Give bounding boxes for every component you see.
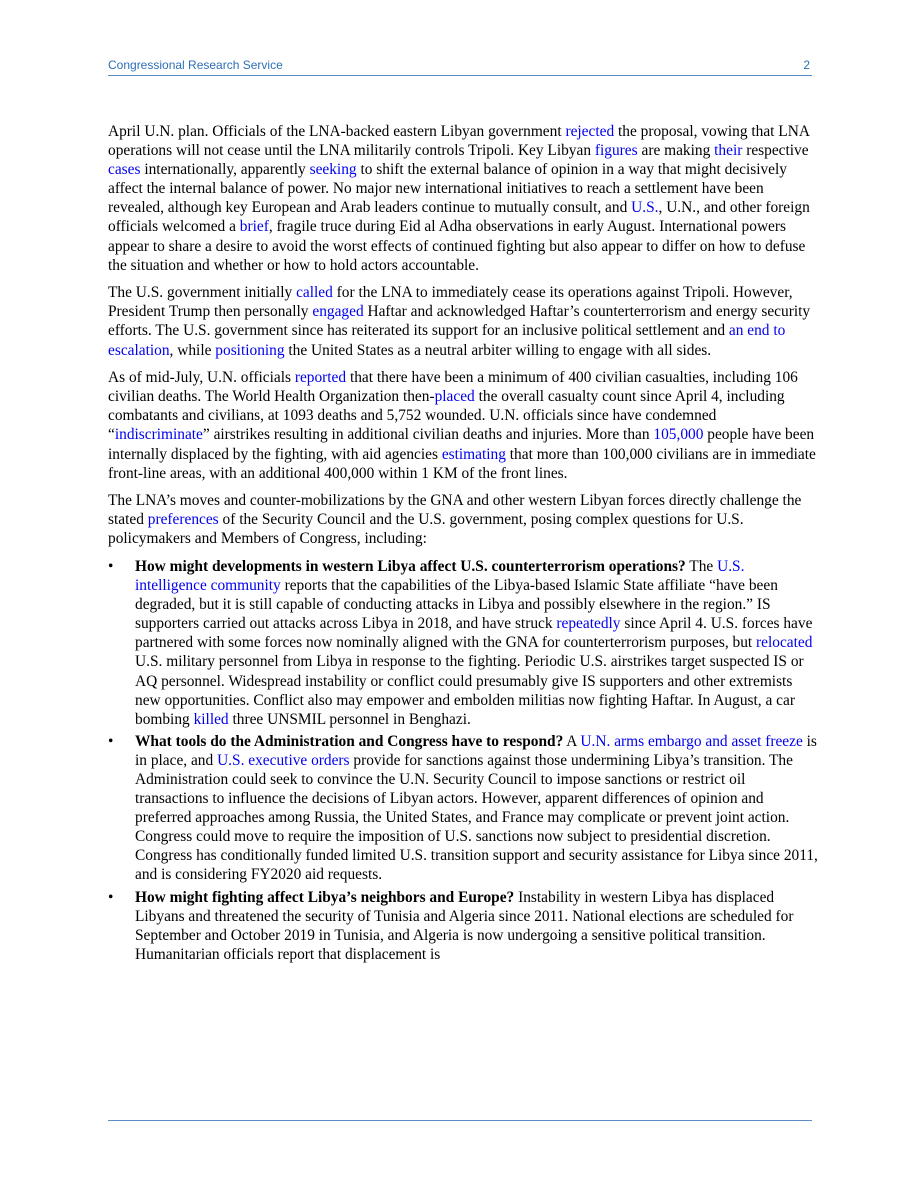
text-run: for the LNA to immediately cease its operations against Tripoli. However, President Trump then personally <box>108 284 793 321</box>
hyperlink[interactable]: 105,000 <box>653 426 704 444</box>
page-number: 2 <box>803 58 810 72</box>
text-run: A <box>563 732 581 750</box>
paragraph <box>108 122 820 275</box>
text-run: internationally, apparently <box>140 161 310 179</box>
text-run: The U.S. government initially <box>108 284 297 302</box>
list-item <box>108 888 820 964</box>
hyperlink[interactable]: seeking <box>309 161 357 179</box>
hyperlink[interactable]: indiscriminate <box>114 426 203 444</box>
text-run: that more than 100,000 civilians are in immediate front-line areas, with an additional 400,000 within 1 KM of the front lines. <box>108 445 816 482</box>
text-run: is in place, and <box>135 732 817 769</box>
text-run: U.S. military personnel from Libya in response to the fighting. Periodic U.S. airstrikes target suspected IS or AQ personnel. Widespread instability or conflict could presumably give IS supporters and other extremists new opportunities. Conflict also may empower and embolden militias now fighting Haftar. In August, a car bombing <box>135 653 804 728</box>
text-run: provide for sanctions against those undermining Libya’s transition. The Administration could seek to convince the U.N. Security Council to impose sanctions or restrict oil transactions to influence the decisions of Libyan actors. However, apparent differences of opinion and preferred approaches among Russia, the United States, and France may complicate or prevent joint action. Congress could move to require the imposition of U.S. sanctions now subject to presidential discretion. Congress has conditionally funded limited U.S. transition support and security assistance for Libya since 2011, and is considering FY2020 aid requests. <box>135 751 818 884</box>
hyperlink[interactable]: killed <box>193 710 229 728</box>
paragraph <box>108 491 820 548</box>
hyperlink[interactable]: estimating <box>441 445 506 463</box>
text-run: Instability in western Libya has displaced Libyans and threatened the security of Tunisia and Algeria since 2011. National elections are scheduled for September and October 2019 in Tunisia, and Algeria is now undergoing a sensitive political transition. Humanitarian officials report that displacement is <box>135 888 794 963</box>
text-run: As of mid-July, U.N. officials <box>108 369 295 387</box>
text-run: since April 4. U.S. forces have partnered with some forces now nominally aligned with the GNA for counterterrorism purposes, but <box>135 615 813 652</box>
hyperlink[interactable]: engaged <box>312 303 364 321</box>
hyperlink[interactable]: relocated <box>756 634 813 652</box>
text-run: the overall casualty count since April 4, including combatants and civilians, at 1093 deaths and 5,752 wounded. U.N. officials since have condemned “ <box>108 388 785 444</box>
hyperlink[interactable]: figures <box>594 142 638 160</box>
hyperlink[interactable]: U.S. intelligence community <box>135 557 745 595</box>
question-heading: How might developments in western Libya affect U.S. counterterrorism operations? <box>135 557 686 575</box>
text-run: April U.N. plan. Officials of the LNA-backed eastern Libyan government <box>108 123 566 140</box>
document-body <box>108 122 820 967</box>
text-run: the proposal, vowing that LNA operations will not cease until the LNA militarily controls Tripoli. Key Libyan <box>108 123 810 160</box>
text-run: Haftar and acknowledged Haftar’s counterterrorism and energy security efforts. The U.S. government since has reiterated its support for an inclusive political settlement and <box>108 303 811 340</box>
text-run: , U.N., and other foreign officials welcomed a <box>108 199 810 236</box>
text-run: The LNA’s moves and counter-mobilizations by the GNA and other western Libyan forces directly challenge the stated <box>108 492 802 529</box>
hyperlink[interactable]: preferences <box>147 511 219 529</box>
hyperlink[interactable]: brief <box>239 218 269 236</box>
question-list <box>108 557 820 964</box>
footer-rule <box>108 1120 812 1121</box>
text-run: respective <box>742 142 809 160</box>
question-heading: What tools do the Administration and Congress have to respond? <box>135 732 564 750</box>
text-run: three UNSMIL personnel in Benghazi. <box>228 710 471 728</box>
hyperlink[interactable]: cases <box>108 161 141 179</box>
list-item <box>108 557 820 729</box>
hyperlink[interactable]: repeatedly <box>556 615 621 633</box>
hyperlink[interactable]: reported <box>294 369 347 387</box>
text-run: , while <box>169 341 216 359</box>
text-run: ” airstrikes resulting in additional civilian deaths and injuries. More than <box>202 426 654 444</box>
hyperlink[interactable]: U.N. arms embargo and asset freeze <box>580 732 803 750</box>
text-run: people have been internally displaced by the fighting, with aid agencies <box>108 426 815 463</box>
question-heading: How might fighting affect Libya’s neighbors and Europe? <box>135 888 515 906</box>
hyperlink[interactable]: rejected <box>565 123 615 140</box>
hyperlink[interactable]: placed <box>434 388 475 406</box>
hyperlink[interactable]: U.S. executive orders <box>217 751 350 769</box>
text-run: that there have been a minimum of 400 civilian casualties, including 106 civilian deaths. The World Health Organization then- <box>108 369 798 406</box>
hyperlink[interactable]: an end to escalation <box>108 322 786 359</box>
text-run: the United States as a neutral arbiter willing to engage with all sides. <box>284 341 712 359</box>
text-run: , fragile truce during Eid al Adha observations in early August. International powers appear to share a desire to avoid the worst effects of continued fighting but also appear to differ on how to defuse the situation and whether or how to hold actors accountable. <box>108 218 806 274</box>
text-run: of the Security Council and the U.S. government, posing complex questions for U.S. policymakers and Members of Congress, including: <box>108 511 744 548</box>
paragraph <box>108 283 820 359</box>
text-run: The <box>685 557 718 575</box>
text-run: to shift the external balance of opinion in a way that might decisively affect the internal balance of power. No major new international initiatives to reach a settlement have been revealed, although key European and Arab leaders continue to mutually consult, and <box>108 161 787 217</box>
hyperlink[interactable]: U.S. <box>631 199 659 217</box>
text-run: reports that the capabilities of the Libya-based Islamic State affiliate “have been degraded, but it is still capable of conducting attacks in Libya and possibly elsewhere in the region.” IS supporters carried out attacks across Libya in 2018, and have struck <box>135 577 778 633</box>
header-title: Congressional Research Service <box>108 58 283 72</box>
list-item <box>108 732 820 885</box>
hyperlink[interactable]: their <box>714 142 743 160</box>
page-header <box>108 57 812 76</box>
hyperlink[interactable]: called <box>296 284 333 302</box>
text-run: are making <box>637 142 715 160</box>
paragraph <box>108 368 820 483</box>
hyperlink[interactable]: positioning <box>215 341 285 359</box>
